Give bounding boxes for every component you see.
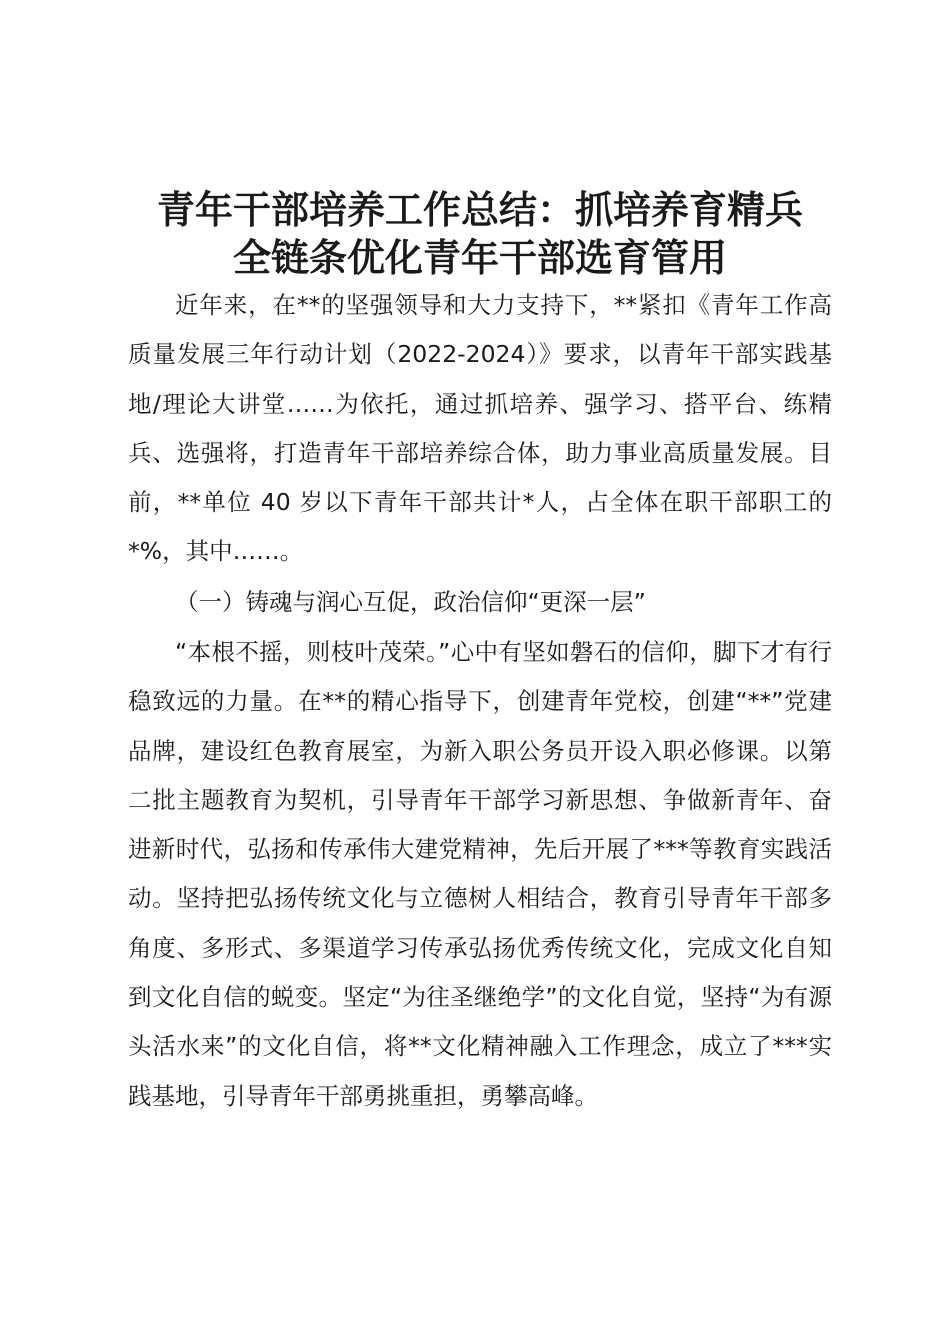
document-title-line-2: 全链条优化青年干部选育管用 bbox=[232, 236, 727, 280]
section-1-heading: （一）铸魂与润心互促，政治信仰“更深一层” bbox=[175, 588, 646, 616]
section-1-body-paragraph: “本根不摇，则枝叶茂荣。”心中有坚如磐石的信仰，脚下才有行稳致远的力量。在**的精心指导下，创建青年党校，创建“**”党建品牌，建设红色教育展室，为新入职公务员开设入职必修课。以第二批主题教育为契机，引导青年干部学习新思想、争做新青年、奋进新时代，弘扬和传承伟大建党精神，先后开展了***等教育实践活动。坚持把弘扬传统文化与立德树人相结合，教育引导青年干部多角度、多形式、多渠道学习传承弘扬优秀传统文化，完成文化自知到文化自信的蜕变。坚定“为往圣继绝学”的文化自觉，坚持“为有源头活水来”的文化自信，将**文化精神融入工作理念，成立了***实践基地，引导青年干部勇挑重担，勇攀高峰。 bbox=[128, 638, 832, 1110]
document-title-line-1: 青年干部培养工作总结：抓培养育精兵 bbox=[156, 188, 803, 232]
intro-paragraph: 近年来，在**的坚强领导和大力支持下，**紧扣《青年工作高质量发展三年行动计划（2022-2024）》要求，以青年干部实践基地/理论大讲堂……为依托，通过抓培养、强学习、搭平台、练精兵、选强将，打造青年干部培养综合体，助力事业高质量发展。目前，**单位 40 岁以下青年干部共计*人，占全体在职干部职工的*%，其中……。 bbox=[128, 291, 832, 566]
